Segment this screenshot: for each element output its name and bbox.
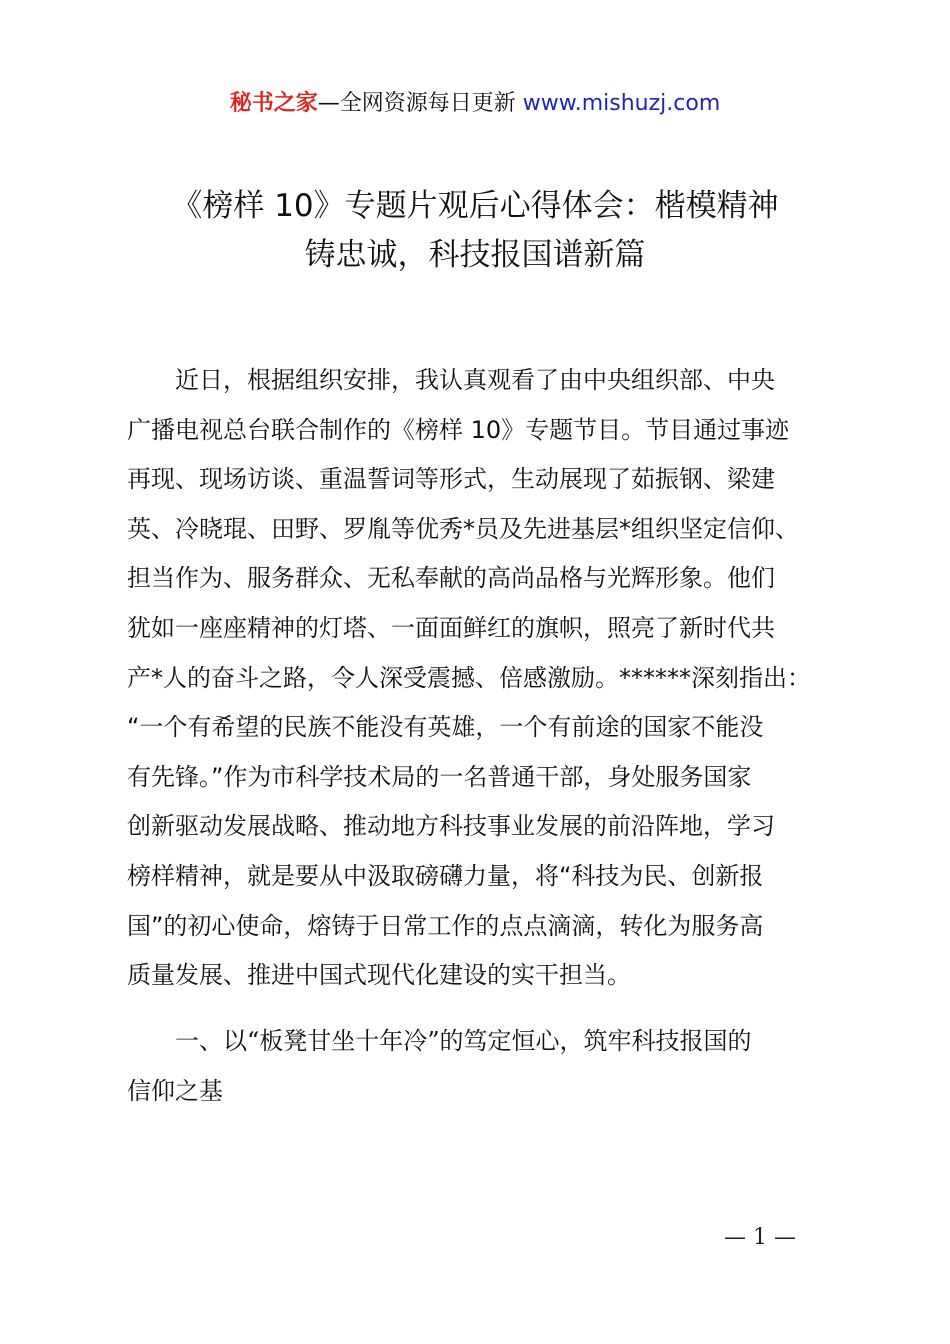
paragraph-line: 榜样精神，就是要从中汲取磅礴力量，将“科技为民、创新报 [127,861,764,890]
site-banner [0,88,950,120]
paragraph-line: 广播电视总台联合制作的《榜样 10》专题节目。节目通过事迹 [127,415,790,444]
paragraph-line: 质量发展、推进中国式现代化建设的实干担当。 [127,961,631,990]
paragraph-line: 英、冷晓琨、田野、罗胤等优秀*员及先进基层*组织坚定信仰、 [127,514,799,543]
paragraph-line: 有先锋。”作为市科学技术局的一名普通干部，身处服务国家 [127,762,752,791]
section-heading-line-1: 一、以“板凳甘坐十年冷”的笃定恒心，筑牢科技报国的 [175,1027,752,1055]
brand-name: 秘书之家 [229,91,318,116]
paragraph-line: 担当作为、服务群众、无私奉献的高尚品格与光辉形象。他们 [127,564,775,593]
title-line-2: 铸忠诚，科技报国谱新篇 [304,237,646,273]
paragraph-line: 近日，根据组织安排，我认真观看了由中央组织部、中央 [175,366,775,394]
paragraph-line: “一个有希望的民族不能没有英雄，一个有前途的国家不能没 [127,713,764,742]
intro-paragraph [127,356,839,1001]
paragraph-line: 国”的初心使命，熔铸于日常工作的点点滴滴，转化为服务高 [127,911,764,940]
document-title [80,182,870,280]
paragraph-line: 再现、现场访谈、重温誓词等形式，生动展现了茹振钢、梁建 [127,465,775,494]
paragraph-line: 产*人的奋斗之路，令人深受震撼、倍感激励。******深刻指出： [127,663,811,692]
site-url-link[interactable]: www.mishuzj.com [522,91,721,116]
paragraph-line: 犹如一座座精神的灯塔、一面面鲜红的旗帜，照亮了新时代共 [127,613,775,642]
page-number: — 1 — [724,1225,796,1250]
banner-tagline: —全网资源每日更新 [317,91,523,116]
paragraph-line: 创新驱动发展战略、推动地方科技事业发展的前沿阵地，学习 [127,812,775,841]
section-heading [127,1016,839,1116]
title-line-1: 《榜样 10》专题片观后心得体会：楷模精神 [171,188,779,224]
section-heading-line-2: 信仰之基 [127,1077,223,1105]
